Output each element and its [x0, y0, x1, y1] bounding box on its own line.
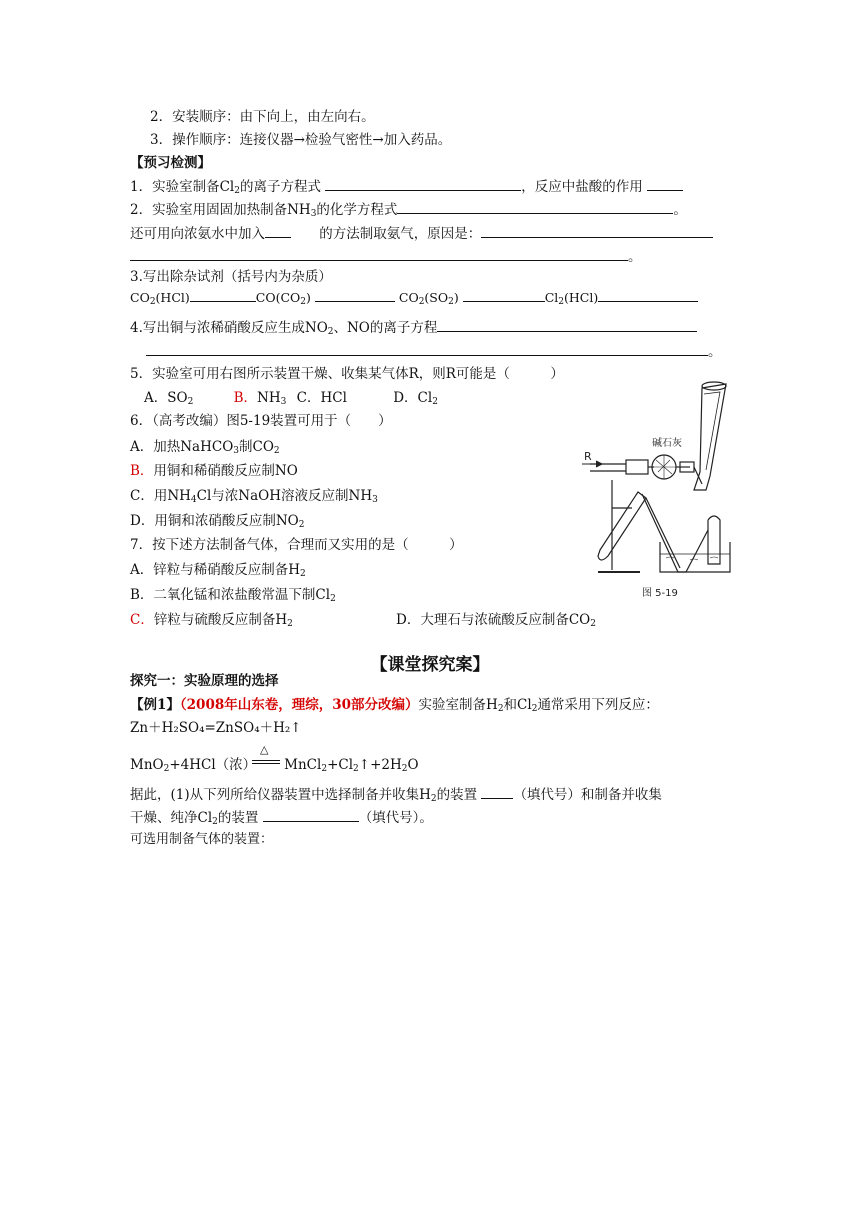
- preview-q5-options: A．$SO_2$ B．$NH_3$ C．HCl D．$Cl_2$: [144, 390, 438, 407]
- answer-blank[interactable]: [481, 785, 513, 799]
- preview-heading: 【预习检测】: [130, 155, 211, 171]
- preview-q6: 6．（高考改编）图5-19装置可用于（ ）: [130, 413, 392, 429]
- explore1-heading: 探究一：实验原理的选择: [130, 673, 279, 689]
- preview-q3: 3.写出除杂试剂（括号内为杂质）: [130, 269, 332, 285]
- heat-symbol: △: [260, 743, 269, 756]
- preview-q6-D: D．用铜和浓硝酸反应制$NO_2$: [130, 513, 305, 530]
- answer-blank[interactable]: [315, 288, 395, 302]
- class-q1: 据此，(1)从下列所给仪器装置中选择制备并收集$H_2$的装置 （填代号）和制备并收集: [130, 787, 662, 804]
- equation-1: Zn＋H₂SO₄=ZnSO₄＋H₂↑: [130, 720, 302, 736]
- preview-q2: 2．实验室用固固加热制备$NH_3$的化学方程式 。: [130, 202, 687, 219]
- install-order-line: 2．安装顺序：由下向上，由左向右。: [150, 109, 375, 125]
- answer-blank[interactable]: [647, 177, 683, 191]
- figure-caption: 图 5-19: [642, 588, 678, 599]
- answer-blank[interactable]: [190, 288, 256, 302]
- class-section-title: 【课堂探究案】: [370, 655, 490, 675]
- preview-q4-cont: 。: [146, 342, 722, 361]
- answer-blank[interactable]: [397, 200, 673, 214]
- preview-q5: 5．实验室可用右图所示装置干燥、收集某气体R，则R可能是（ ）: [130, 366, 564, 382]
- answer-blank[interactable]: [598, 288, 698, 302]
- answer-blank[interactable]: [146, 342, 708, 356]
- preview-q3-items: $CO_2(HCl)$ $CO(CO_2)$ $CO_2(SO_2)$ $Cl_2(HCl)$: [130, 288, 698, 311]
- preview-q7-D: D．大理石与浓硫酸反应制备$CO_2$: [396, 612, 596, 629]
- answer-blank[interactable]: [130, 247, 628, 261]
- preview-q7-CD: C．锌粒与硫酸反应制备$H_2$ D．大理石与浓硫酸反应制备$CO_2$: [130, 611, 293, 633]
- class-q1-cont: 干燥、纯净$Cl_2$的装置 （填代号）。: [130, 810, 433, 827]
- answer-blank[interactable]: [265, 224, 291, 238]
- operate-order-line: 3．操作顺序：连接仪器→检验气密性→加入药品。: [150, 132, 452, 148]
- answer-blank[interactable]: [437, 318, 697, 332]
- apparatus-figure: [580, 380, 740, 605]
- answer-blank[interactable]: [263, 808, 359, 822]
- equation-2: MnO$_2$+4HCl（浓） $MnCl_2+Cl_2↑+2H_2O$: [130, 757, 419, 774]
- figure-label-lime: 碱石灰: [652, 438, 682, 449]
- example1-intro: 【例1】（2008年山东卷，理综，30部分改编）实验室制备$H_2$和$Cl_2$通常采用下列反应：: [130, 697, 659, 714]
- figure-label-R: R: [584, 450, 592, 463]
- preview-q2-cont2: 。: [130, 247, 642, 266]
- answer-blank[interactable]: [463, 288, 545, 302]
- preview-q6-B: B．用铜和稀硝酸反应制NO: [130, 463, 298, 479]
- device-heading: 可选用制备气体的装置：: [130, 832, 274, 847]
- answer-blank[interactable]: [481, 224, 713, 238]
- preview-q1: 1．实验室制备$Cl_2$的离子方程式 ，反应中盐酸的作用: [130, 177, 683, 200]
- preview-q7: 7．按下述方法制备气体，合理而又实用的是（ ）: [130, 537, 463, 553]
- preview-q6-A: A．加热NaHCO$_3$制$CO_2$: [130, 439, 280, 456]
- preview-q2-cont: 还可用向浓氨水中加入 的方法制取氨气，原因是：: [130, 224, 713, 243]
- preview-q7-B: B．二氧化锰和浓盐酸常温下制$Cl_2$: [130, 587, 336, 604]
- answer-blank[interactable]: [325, 177, 521, 191]
- preview-q6-C: C．用$NH_4Cl$与浓NaOH溶液反应制$NH_3$: [130, 488, 378, 505]
- preview-q7-A: A．锌粒与稀硝酸反应制备$H_2$: [130, 562, 306, 579]
- preview-q4: 4.写出铜与浓稀硝酸反应生成$NO_2$、NO的离子方程: [130, 318, 697, 341]
